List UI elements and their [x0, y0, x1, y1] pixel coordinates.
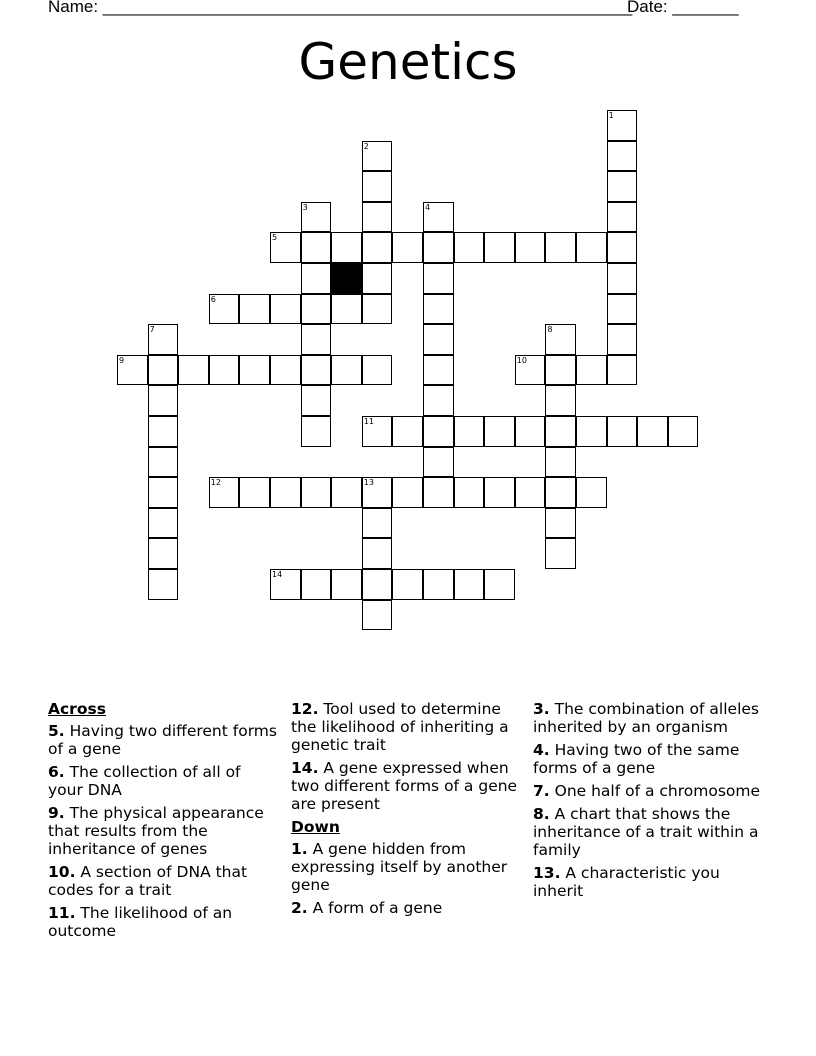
crossword-cell[interactable]: [301, 263, 332, 294]
clue-number: 7.: [533, 782, 550, 800]
crossword-cell[interactable]: [392, 232, 423, 263]
clue-item: [48, 904, 280, 940]
crossword-cell[interactable]: [239, 477, 270, 508]
clue-item: [533, 805, 765, 859]
crossword-cell[interactable]: [545, 447, 576, 478]
clue-number-label: 2: [363, 141, 369, 151]
crossword-cell[interactable]: [301, 355, 332, 386]
clue-text: A gene expressed when two different forms of a gene are present: [291, 759, 518, 813]
clue-item: [48, 763, 280, 799]
clue-number-label: 1: [608, 111, 614, 120]
crossword-cell[interactable]: [545, 232, 576, 263]
crossword-cell[interactable]: [607, 324, 638, 355]
crossword-cell[interactable]: [148, 416, 179, 447]
crossword-cell[interactable]: [362, 294, 393, 325]
clue-number: 6.: [48, 763, 65, 781]
clue-text: A chart that shows the inheritance of a trait within a family: [533, 805, 759, 859]
clue-text: The likelihood of an outcome: [48, 904, 233, 940]
crossword-cell[interactable]: [423, 232, 454, 263]
crossword-cell[interactable]: [545, 355, 576, 386]
clue-number-label: 7: [149, 325, 155, 335]
clue-item: [533, 864, 765, 900]
crossword-cell[interactable]: [148, 447, 179, 478]
crossword-cell[interactable]: [423, 569, 454, 600]
crossword-cell[interactable]: [270, 477, 301, 508]
clue-number: 4.: [533, 741, 550, 759]
crossword-cell[interactable]: [148, 508, 179, 539]
clue-number: 3.: [533, 700, 550, 718]
crossword-cell[interactable]: [515, 416, 546, 447]
clue-number: 14.: [291, 759, 319, 777]
clue-number-label: 4: [425, 202, 431, 212]
crossword-cell[interactable]: [362, 263, 393, 294]
clue-number: 2.: [291, 899, 308, 917]
crossword-cell[interactable]: [301, 324, 332, 355]
crossword-cell[interactable]: [239, 294, 270, 325]
crossword-cell[interactable]: [423, 385, 454, 416]
crossword-cell[interactable]: [362, 202, 393, 233]
across-clue-list-continued: [291, 700, 523, 813]
crossword-cell[interactable]: [668, 416, 699, 447]
crossword-cell[interactable]: [392, 477, 423, 508]
crossword-cell[interactable]: [607, 263, 638, 294]
down-clue-list: [291, 840, 523, 917]
crossword-cell[interactable]: [362, 569, 393, 600]
clue-item: [533, 741, 765, 777]
crossword-cell[interactable]: [209, 355, 240, 386]
clue-number: 8.: [533, 805, 550, 823]
crossword-cell[interactable]: [545, 477, 576, 508]
clue-text: The combination of alleles inherited by an organism: [533, 700, 759, 736]
clues-column-1: [48, 700, 280, 945]
crossword-cell[interactable]: [362, 232, 393, 263]
crossword-cell[interactable]: [484, 477, 515, 508]
clue-number-label: 3: [302, 202, 308, 212]
crossword-cell[interactable]: [454, 477, 485, 508]
clue-number-label: 5: [272, 233, 278, 243]
clue-text: The collection of all of your DNA: [48, 763, 241, 799]
clue-item: [533, 700, 765, 736]
clue-item: [291, 899, 523, 917]
across-clue-list: [48, 722, 280, 940]
crossword-cell[interactable]: [270, 294, 301, 325]
crossword-cell[interactable]: [362, 355, 393, 386]
clue-text: Having two different forms of a gene: [48, 722, 277, 758]
crossword-cell[interactable]: [484, 232, 515, 263]
crossword-cell[interactable]: [331, 569, 362, 600]
clue-item: [48, 863, 280, 899]
clue-number: 5.: [48, 722, 65, 740]
crossword-cell[interactable]: [607, 171, 638, 202]
clue-item: [291, 840, 523, 894]
crossword-cell[interactable]: [545, 538, 576, 569]
clue-text: Tool used to determine the likelihood of inheriting a genetic trait: [291, 700, 509, 754]
clue-number: 9.: [48, 804, 65, 822]
crossword-cell[interactable]: [148, 385, 179, 416]
clue-number: 11.: [48, 904, 76, 922]
crossword-cell[interactable]: [239, 355, 270, 386]
crossword-cell[interactable]: [545, 385, 576, 416]
clue-number-label: 11: [363, 417, 374, 426]
crossword-cell[interactable]: [484, 569, 515, 600]
clue-number: 12.: [291, 700, 319, 718]
crossword-cell[interactable]: [362, 508, 393, 539]
crossword-cell[interactable]: [301, 294, 332, 325]
clue-item: [291, 759, 523, 813]
crossword-cell[interactable]: [607, 202, 638, 233]
clue-number-label: 14: [272, 570, 283, 579]
clue-text: The physical appearance that results from the inheritance of genes: [48, 804, 264, 858]
crossword-cell[interactable]: [178, 355, 209, 386]
crossword-cell[interactable]: [301, 477, 332, 508]
crossword-cell[interactable]: [545, 416, 576, 447]
clue-text: A gene hidden from expressing itself by another gene: [291, 840, 508, 894]
crossword-cell[interactable]: [392, 569, 423, 600]
clue-number-label: 13: [363, 478, 374, 488]
clue-text: A section of DNA that codes for a trait: [48, 863, 248, 899]
clue-number-label: 12: [210, 478, 221, 488]
crossword-cell[interactable]: [148, 569, 179, 600]
crossword-cell[interactable]: [454, 232, 485, 263]
crossword-cell[interactable]: [301, 385, 332, 416]
clue-text: A form of a gene: [307, 899, 443, 917]
down-clue-list-continued: [533, 700, 765, 900]
clue-number: 13.: [533, 864, 561, 882]
clue-text: A characteristic you inherit: [533, 864, 720, 900]
clue-text: Having two of the same forms of a gene: [533, 741, 740, 777]
crossword-cell[interactable]: [301, 416, 332, 447]
clues-column-2: [291, 700, 523, 922]
crossword-cell[interactable]: [515, 477, 546, 508]
crossword-cell[interactable]: [301, 232, 332, 263]
crossword-cell[interactable]: [423, 416, 454, 447]
crossword-cell[interactable]: [423, 294, 454, 325]
crossword-cell[interactable]: [423, 477, 454, 508]
crossword-cell[interactable]: [607, 141, 638, 172]
crossword-cell[interactable]: [148, 477, 179, 508]
crossword-cell[interactable]: [423, 447, 454, 478]
crossword-cell[interactable]: [270, 355, 301, 386]
crossword-cell[interactable]: [607, 355, 638, 386]
crossword-cell[interactable]: [576, 232, 607, 263]
crossword-cell[interactable]: [331, 294, 362, 325]
crossword-cell[interactable]: [392, 416, 423, 447]
crossword-cell[interactable]: [637, 416, 668, 447]
crossword-cell[interactable]: [423, 324, 454, 355]
clue-number-label: 6: [210, 294, 216, 304]
crossword-cell[interactable]: [148, 538, 179, 569]
clue-text: One half of a chromosome: [549, 782, 761, 800]
clue-item: [48, 804, 280, 858]
clue-number: 1.: [291, 840, 308, 858]
date-field-label: Date: _______: [627, 0, 739, 16]
clue-number-label: 10: [516, 355, 527, 365]
crossword-cell[interactable]: [331, 477, 362, 508]
crossword-cell[interactable]: [362, 600, 393, 631]
crossword-cell[interactable]: [423, 355, 454, 386]
crossword-cell[interactable]: [576, 477, 607, 508]
clue-item: [291, 700, 523, 754]
crossword-cell[interactable]: [576, 416, 607, 447]
crossword-cell[interactable]: [454, 569, 485, 600]
crossword-cell[interactable]: [484, 416, 515, 447]
crossword-black-cell: [331, 263, 362, 294]
crossword-cell[interactable]: [515, 232, 546, 263]
clue-number: 10.: [48, 863, 76, 881]
name-field-label: Name: ________________________________________________________: [48, 0, 633, 16]
clue-number-label: 8: [547, 325, 553, 335]
clue-item: [48, 722, 280, 758]
crossword-cell[interactable]: [148, 355, 179, 386]
crossword-cell[interactable]: [576, 355, 607, 386]
page-title: Genetics: [298, 33, 518, 91]
crossword-cell[interactable]: [607, 232, 638, 263]
crossword-cell[interactable]: [331, 355, 362, 386]
crossword-cell[interactable]: [607, 294, 638, 325]
crossword-cell[interactable]: [362, 171, 393, 202]
clues-column-3: [533, 700, 765, 905]
crossword-cell[interactable]: [454, 416, 485, 447]
down-heading: Down: [291, 818, 340, 836]
crossword-cell[interactable]: [331, 232, 362, 263]
across-heading: Across: [48, 700, 106, 718]
crossword-cell[interactable]: [301, 569, 332, 600]
crossword-cell[interactable]: [362, 538, 393, 569]
crossword-cell[interactable]: [423, 263, 454, 294]
clue-item: [533, 782, 765, 800]
crossword-cell[interactable]: [607, 416, 638, 447]
clue-number-label: 9: [119, 355, 125, 365]
crossword-cell[interactable]: [545, 508, 576, 539]
